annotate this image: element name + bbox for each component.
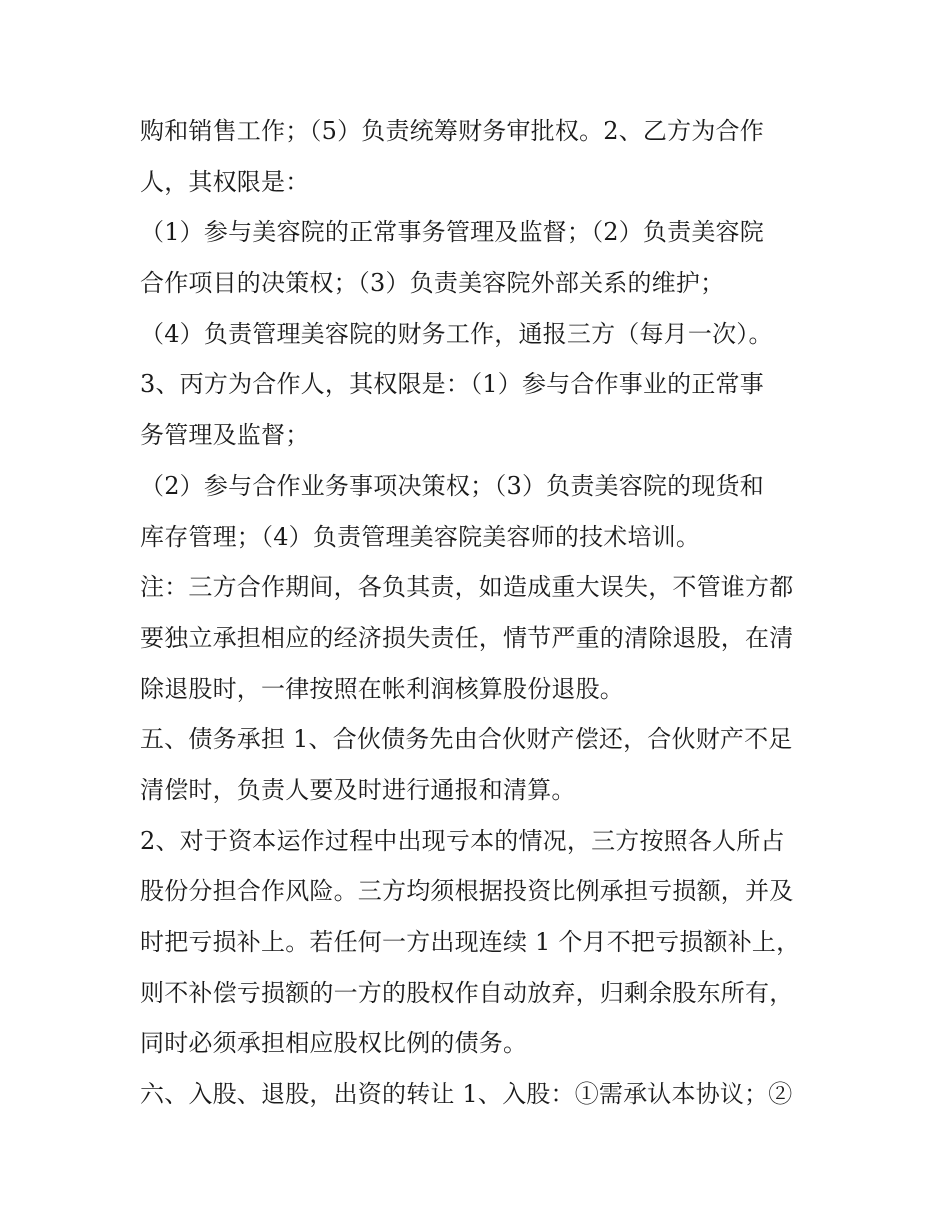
text-line: 务管理及监督； bbox=[140, 421, 310, 450]
text-line: 注：三方合作期间，各负其责，如造成重大误失，不管谁方都 bbox=[140, 573, 794, 602]
text-line: 时把亏损补上。若任何一方出现连续 1 个月不把亏损额补上， bbox=[140, 928, 801, 956]
text-line: 除退股时，一律按照在帐利润核算股份退股。 bbox=[140, 674, 624, 703]
text-line: 人，其权限是： bbox=[140, 167, 310, 196]
text-line: （2）参与合作业务事项决策权；（3）负责美容院的现货和 bbox=[140, 471, 764, 500]
text-line: 合作项目的决策权；（3）负责美容院外部关系的维护； bbox=[140, 269, 725, 298]
document-body bbox=[140, 106, 820, 1120]
text-line: 同时必须承担相应股权比例的债务。 bbox=[140, 1029, 528, 1058]
text-line: （4）负责管理美容院的财务工作，通报三方（每月一次）。 bbox=[140, 319, 773, 348]
text-line: 清偿时，负责人要及时进行通报和清算。 bbox=[140, 775, 576, 804]
text-line: 购和销售工作；（5）负责统筹财务审批权。2、乙方为合作 bbox=[140, 117, 764, 145]
text-line: 2、对于资本运作过程中出现亏本的情况，三方按照各人所占 bbox=[140, 826, 785, 855]
text-line: 六、入股、退股，出资的转让 1、入股：①需承认本协议；② bbox=[140, 1080, 793, 1109]
text-line: 五、债务承担 1、合伙债务先由合伙财产偿还，合伙财产不足 bbox=[140, 725, 793, 754]
text-line: 库存管理；（4）负责管理美容院美容师的技术培训。 bbox=[140, 522, 701, 551]
text-line: 3、丙方为合作人，其权限是：（1）参与合作事业的正常事 bbox=[140, 370, 764, 399]
text-line: 要独立承担相应的经济损失责任，情节严重的清除退股，在清 bbox=[140, 623, 794, 652]
text-line: 则不补偿亏损额的一方的股权作自动放弃，归剩余股东所有， bbox=[140, 978, 794, 1007]
text-line: 股份分担合作风险。三方均须根据投资比例承担亏损额，并及 bbox=[140, 877, 794, 906]
text-line: （1）参与美容院的正常事务管理及监督；（2）负责美容院 bbox=[140, 218, 764, 247]
